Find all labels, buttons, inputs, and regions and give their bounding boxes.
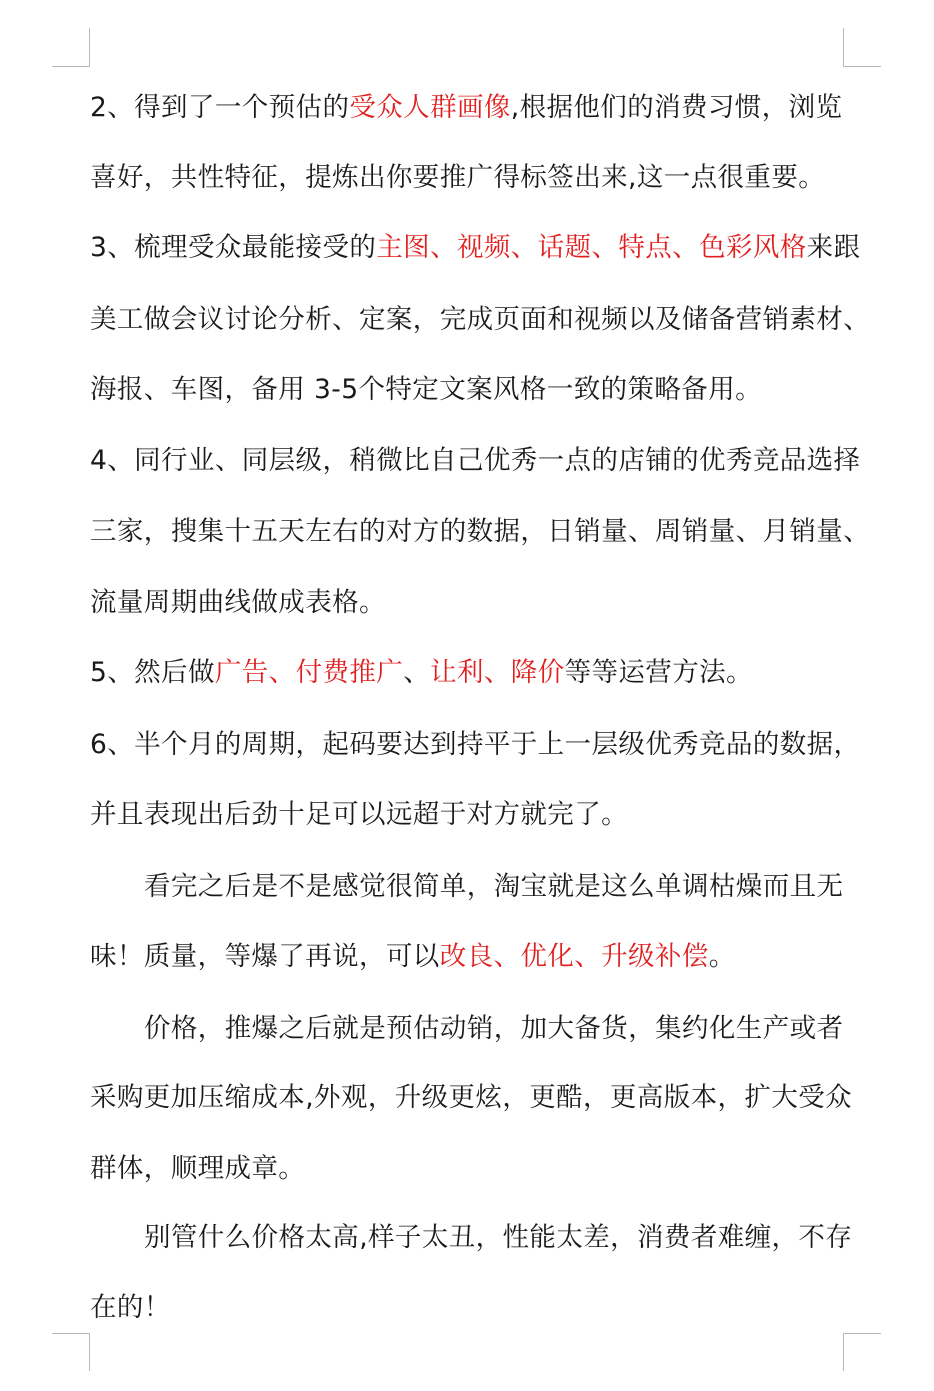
text-line [90,370,762,410]
crop-mark-top-right-h [843,66,881,67]
text-line [90,158,825,198]
highlight-segment: 让利、降价 [430,657,565,688]
text-line [90,937,736,977]
text-segment: 并且表现出后劲十足可以远超于对方就完了。 [90,799,628,830]
text-segment: 4、同行业、同层级，稍微比自己优秀一点的店铺的优秀竞品选择 [90,445,861,476]
text-segment: 看完之后是不是感觉很简单，淘宝就是这么单调枯燥而且无 [144,871,844,902]
text-line [90,441,860,481]
text-line [90,1078,852,1118]
text-segment: 、 [403,657,431,688]
text-segment: ,根据他们的消费习惯，浏览 [510,92,843,123]
text-segment: 等等运营方法。 [564,657,753,688]
crop-mark-top-right-v [843,28,844,66]
text-segment: 味！质量，等爆了再说，可以 [90,941,440,972]
crop-mark-top-left-h [52,66,90,67]
crop-mark-bottom-left-v [89,1333,90,1371]
text-line [90,1218,852,1258]
crop-mark-bottom-right-h [843,1333,881,1334]
text-segment: 3、梳理受众最能接受的 [90,232,377,263]
text-segment: 价格，推爆之后就是预估动销，加大备货，集约化生产或者 [144,1013,844,1044]
text-segment: 喜好，共性特征，提炼出你要推广得标签出来,这一点很重要。 [90,162,826,193]
text-line [90,88,842,128]
highlight-segment: 受众人群画像 [349,92,511,123]
highlight-segment: 改良、优化、升级补偿 [439,941,709,972]
crop-mark-bottom-right-v [843,1333,844,1371]
highlight-segment: 主图、视频、话题、特点、色彩风格 [376,232,807,263]
text-segment: 5、然后做 [90,657,215,688]
crop-mark-top-left-v [89,28,90,66]
text-line [90,228,860,268]
text-line [90,1288,171,1328]
crop-mark-bottom-left-h [52,1333,90,1334]
text-line [90,653,753,693]
text-line [90,1009,843,1049]
text-segment: 别管什么价格太高,样子太丑，性能太差，消费者难缠，不存 [144,1222,853,1253]
text-line [90,867,843,907]
highlight-segment: 广告、付费推广 [214,657,404,688]
text-segment: 海报、车图，备用 3-5个特定文案风格一致的策略备用。 [90,374,763,405]
text-line [90,583,386,623]
text-segment: 采购更加压缩成本,外观，升级更炫，更酷，更高版本，扩大受众 [90,1082,853,1113]
text-line [90,1149,305,1189]
text-segment: 来跟 [806,232,861,263]
text-segment: 6、半个月的周期，起码要达到持平于上一层级优秀竞品的数据， [90,729,861,760]
text-segment: 美工做会议讨论分析、定案，完成页面和视频以及储备营销素材、 [90,304,871,335]
text-segment: 在的！ [90,1292,171,1323]
text-segment: 群体，顺理成章。 [90,1153,306,1184]
text-line [90,725,860,765]
text-line [90,795,628,835]
text-line [90,512,870,552]
text-segment: 三家，搜集十五天左右的对方的数据，日销量、周销量、月销量、 [90,516,871,547]
text-line [90,300,870,340]
text-segment: 。 [708,941,736,972]
text-segment: 2、得到了一个预估的 [90,92,350,123]
text-segment: 流量周期曲线做成表格。 [90,587,386,618]
